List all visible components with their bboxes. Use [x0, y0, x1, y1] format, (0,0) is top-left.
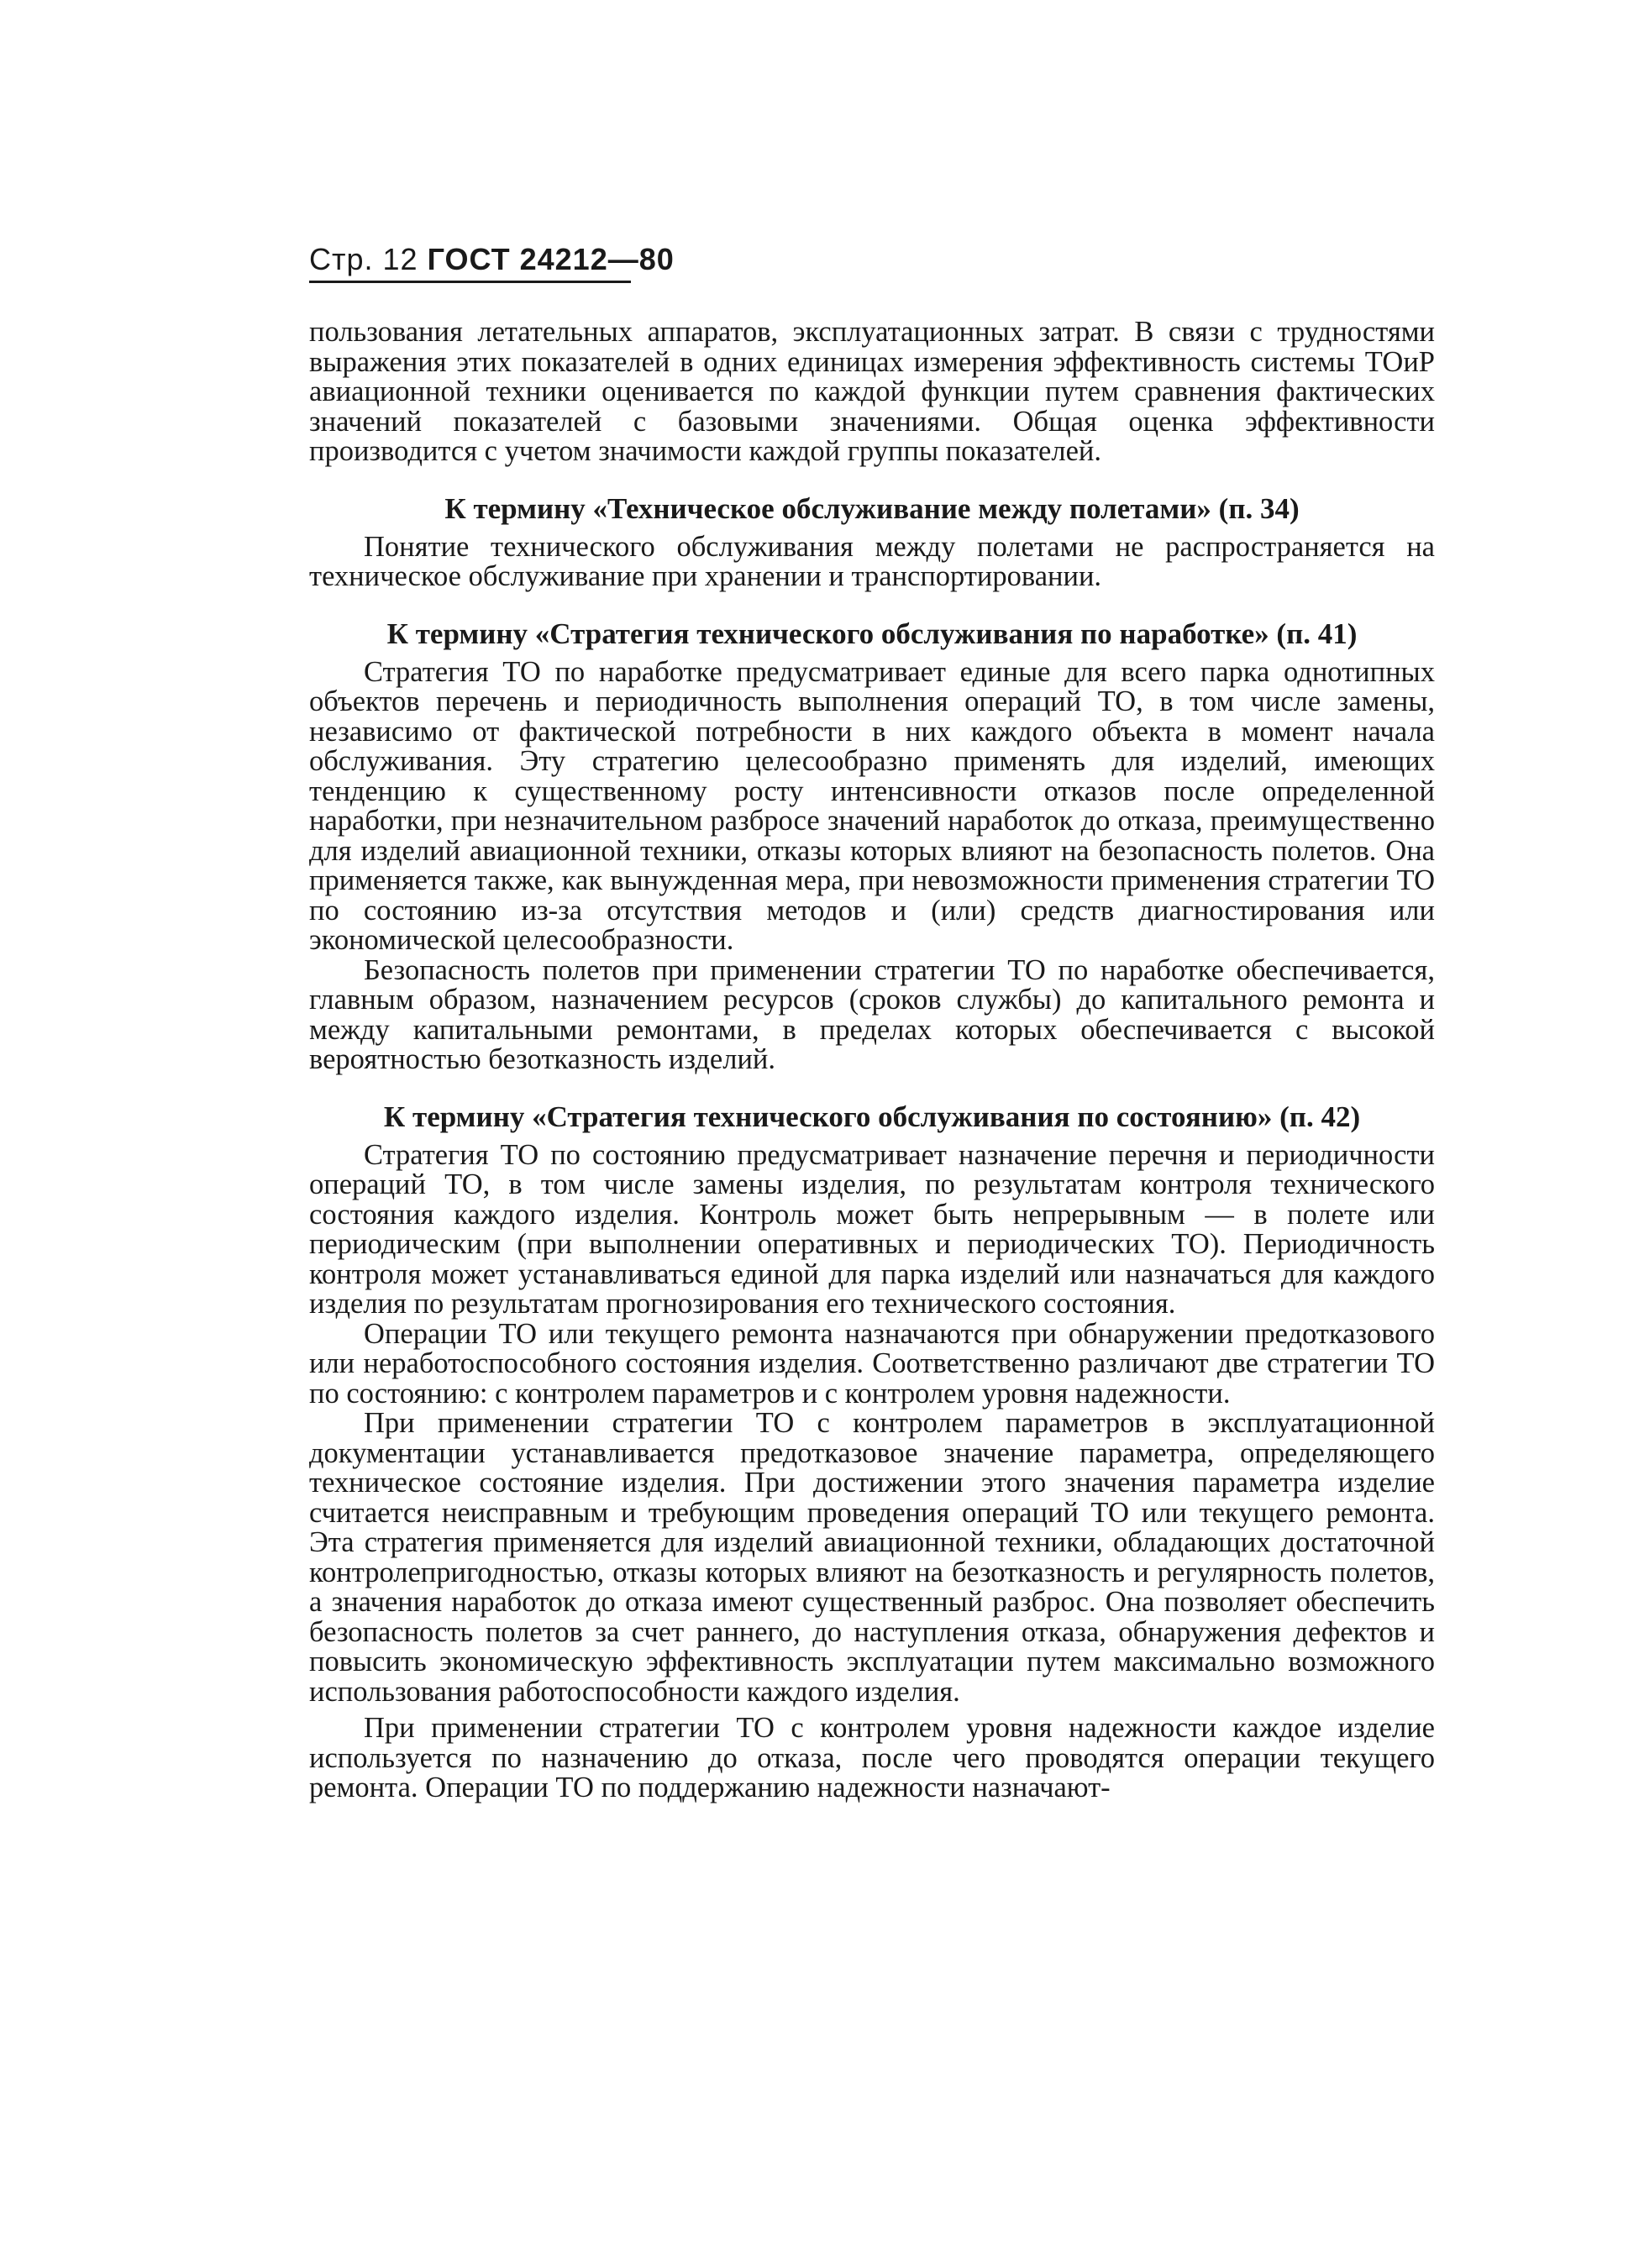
- header-rule: [309, 281, 631, 283]
- section-41-paragraph-2: Безопасность полетов при применении стратегии ТО по наработке обеспечивается, главным образом, назначением ресурсов (сроков службы) до капитального ремонта и между капитальными ремонтами, в пределах которых обеспечивается с высокой вероятностью безотказность изделий.: [309, 953, 1435, 1075]
- section-41-paragraph-1: Стратегия ТО по наработке предусматривает единые для всего парка однотипных объектов перечень и периодичность выполнения операций ТО, в том числе замены, независимо от фактической потребности в них каждого объекта в момент начала обслуживания. Эту стратегию целесообразно применять для изделий, имеющих тенденцию к существенному росту интенсивности отказов после определенной наработки, при незначительном разбросе значений наработок до отказа, преимущественно для изделий авиационной техники, отказы которых влияют на безопасность полетов. Она применяется также, как вынужденная мера, при невозможности применения стратегии ТО по состоянию из-за отсутствия методов и (или) средств диагностирования или экономической целесообразности.: [309, 655, 1435, 956]
- page-number: Стр. 12: [309, 242, 418, 276]
- intro-paragraph: пользования летательных аппаратов, эксплуатационных затрат. В связи с трудностями выражения этих показателей в одних единицах измерения эффективность системы ТОиР авиационной техники оценивается по каждой функции путем сравнения фактических значений показателей с базовыми значениями. Общая оценка эффективности производится с учетом значимости каждой группы показателей.: [309, 316, 1435, 467]
- page-header: [309, 242, 675, 283]
- section-heading-term-34: К термину «Техническое обслуживание между полетами» (п. 34): [444, 491, 1300, 525]
- section-42-paragraph-2: Операции ТО или текущего ремонта назначаются при обнаружении предотказового или неработоспособного состояния изделия. Соответственно различают две стратегии ТО по состоянию: с контролем параметров и с контролем уровня надежности.: [309, 1317, 1435, 1410]
- standard-code: ГОСТ 24212—80: [427, 242, 675, 276]
- section-42-paragraph-4: При применении стратегии ТО с контролем уровня надежности каждое изделие используется по назначению до отказа, после чего проводятся операции текущего ремонта. Операции ТО по поддержанию надежности назначают-: [309, 1712, 1435, 1803]
- page-body: [309, 318, 1435, 1803]
- section-42-paragraph-1: Стратегия ТО по состоянию предусматривает назначение перечня и периодичности операций ТО, в том числе замены изделия, по результатам контроля технического состояния каждого изделия. Контроль может быть непрерывным — в полете или периодическим (при выполнении оперативных и периодических ТО). Периодичность контроля может устанавливаться единой для парка изделий или назначаться для каждого изделия по результатам прогнозирования его технического состояния.: [309, 1138, 1435, 1320]
- section-heading-term-41: К термину «Стратегия технического обслуживания по наработке» (п. 41): [386, 617, 1358, 650]
- section-42-paragraph-3: При применении стратегии ТО с контролем параметров в эксплуатационной документации устанавливается предотказовое значение параметра, определяющего техническое состояние изделия. При достижении этого значения параметра изделие считается неисправным и требующим проведения операций ТО или текущего ремонта. Эта стратегия применяется для изделий авиационной техники, обладающих достаточной контролепригодностью, отказы которых влияют на безотказность и регулярность полетов, а значения наработок до отказа имеют существенный разброс. Она позволяет обеспечить безопасность полетов за счет раннего, до наступления отказа, обнаружения дефектов и повысить экономическую эффективность эксплуатации путем максимально возможного использования работоспособности каждого изделия.: [309, 1407, 1435, 1708]
- section-heading-term-42: К термину «Стратегия технического обслуживания по состоянию» (п. 42): [383, 1100, 1361, 1133]
- section-34-paragraph-1: Понятие технического обслуживания между полетами не распространяется на техническое обслуживание при хранении и транспортировании.: [309, 530, 1435, 592]
